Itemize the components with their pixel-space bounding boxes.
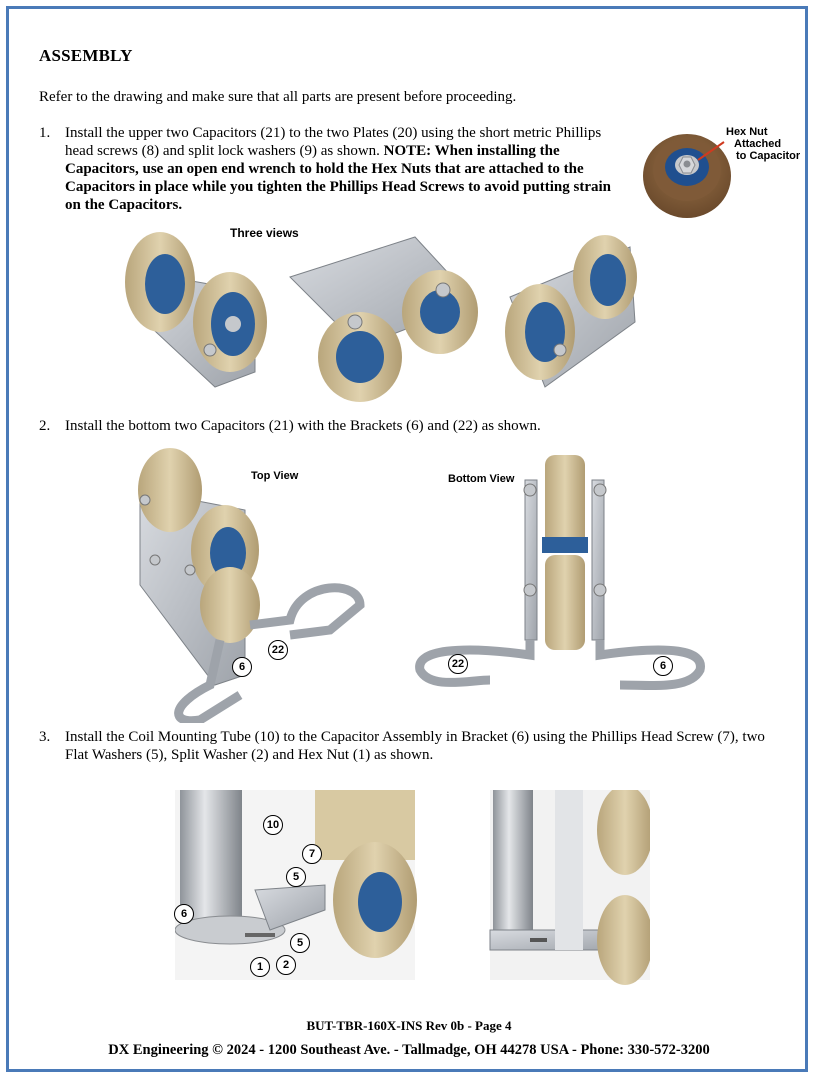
callout-6-bottom: 6 — [653, 656, 673, 676]
section-heading: ASSEMBLY — [39, 46, 133, 65]
hexnut-callout-line3: to Capacitor — [736, 150, 801, 162]
callout-2: 2 — [276, 955, 296, 975]
step-1-note: NOTE: When installing the Capacitors, use an open end wrench to hold the Hex Nuts that are attached to the Capacitors in place while you tighten the Phillips Head Screws to avoid putting strain on the Capacitors. — [65, 143, 612, 213]
callout-6-step3: 6 — [174, 904, 194, 924]
intro-paragraph: Refer to the drawing and make sure that all parts are present before proceeding. — [39, 89, 517, 105]
hexnut-callout-label — [726, 126, 800, 162]
callout-5-lower: 5 — [290, 933, 310, 953]
callout-5-upper: 5 — [286, 867, 306, 887]
step-3-photos — [175, 790, 650, 990]
callout-22-top: 22 — [268, 640, 288, 660]
callout-1: 1 — [250, 957, 270, 977]
callout-6-top: 6 — [232, 657, 252, 677]
step-1-text — [65, 124, 630, 214]
step-3-text: Install the Coil Mounting Tube (10) to the Capacitor Assembly in Bracket (6) using the Phillips Head Screw (7), two Flat Washers (5), Split Washer (2) and Hex Nut (1) as shown. — [65, 729, 765, 763]
step-1-number: 1. — [39, 125, 51, 141]
three-views-photo — [115, 222, 655, 404]
hexnut-callout-line2: Attached — [734, 138, 782, 150]
hexnut-callout-line1: Hex Nut — [726, 126, 768, 138]
footer-company-line: DX Engineering © 2024 - 1200 Southeast Ave. - Tallmadge, OH 44278 USA - Phone: 330-572-3200 — [108, 1042, 710, 1058]
footer-doc-reference: BUT-TBR-160X-INS Rev 0b - Page 4 — [306, 1018, 512, 1033]
step-1-text-plain: Install the upper two Capacitors (21) to the two Plates (20) using the short metric Phillips head screws (8) and split lock washers (9) as shown. — [65, 125, 602, 159]
bottom-view-caption: Bottom View — [448, 473, 515, 485]
callout-10: 10 — [263, 815, 283, 835]
top-view-caption: Top View — [251, 470, 299, 482]
step-2-photos — [130, 445, 710, 723]
callout-7: 7 — [302, 844, 322, 864]
step-3-number: 3. — [39, 729, 51, 745]
step-2-text: Install the bottom two Capacitors (21) with the Brackets (6) and (22) as shown. — [65, 418, 541, 434]
step-2-number: 2. — [39, 418, 51, 434]
callout-22-bottom: 22 — [448, 654, 468, 674]
three-views-caption: Three views — [230, 226, 299, 240]
